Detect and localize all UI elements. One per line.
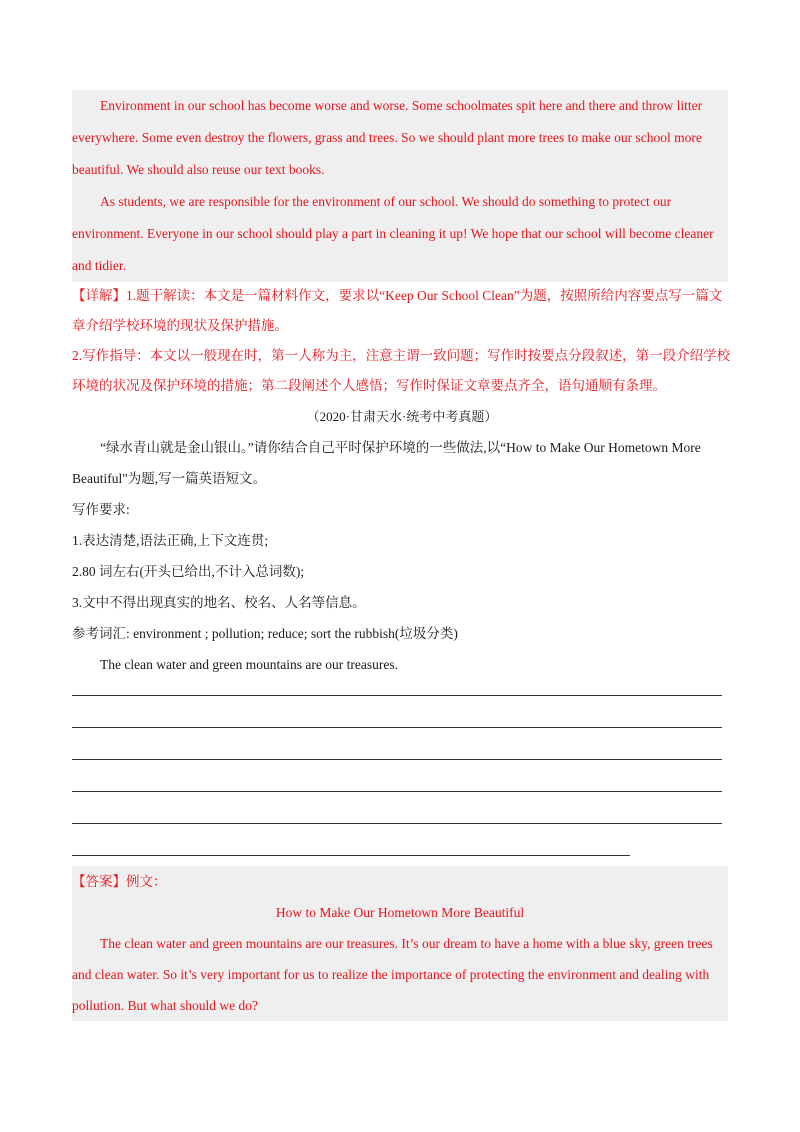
- writing-question: [72, 402, 732, 680]
- writing-line: [72, 727, 722, 728]
- essay-paragraph-1: The clean water and green mountains are our treasures. It’s our dream to have a home with a blue sky, green trees and clean water. So it’s very important for us to realize the importance of protecting the environment and dealing with pollution. But what should we do?: [72, 936, 713, 1013]
- question-source: （2020·甘肃天水·统考中考真题）: [306, 409, 498, 424]
- answer-label: 【答案】例文：: [72, 874, 167, 889]
- writing-line: [72, 791, 722, 792]
- analysis-line-1: 【详解】1.题干解读：本文是一篇材料作文，要求以“Keep Our School Clean”为题，按照所给内容要点写一篇文章介绍学校环境的现状及保护措施。: [72, 288, 723, 333]
- writing-line: [72, 759, 722, 760]
- analysis-section: [72, 281, 732, 401]
- opening-sentence: The clean water and green mountains are our treasures.: [100, 657, 398, 672]
- sample-answer-hometown: [72, 866, 728, 1021]
- requirement-3: 3.文中不得出现真实的地名、校名、人名等信息。: [72, 595, 366, 610]
- requirement-2: 2.80 词左右(开头已给出,不计入总词数);: [72, 564, 305, 579]
- requirements-title: 写作要求:: [72, 502, 130, 517]
- sample-answer-school: [72, 90, 728, 282]
- essay-title: How to Make Our Hometown More Beautiful: [275, 905, 525, 920]
- writing-line: [72, 823, 722, 824]
- writing-line-last: [72, 855, 630, 856]
- reference-vocabulary: 参考词汇: environment ; pollution; reduce; sort the rubbish(垃圾分类): [72, 626, 458, 641]
- writing-lines: [72, 695, 722, 887]
- analysis-line-2: 2.写作指导：本文以一般现在时，第一人称为主，注意主谓一致问题；写作时按要点分段叙述，第一段介绍学校环境的状况及保护环境的措施；第二段阐述个人感悟；写作时保证文章要点齐全，语句通顺有条理。: [72, 348, 731, 393]
- requirement-1: 1.表达清楚,语法正确,上下文连贯;: [72, 533, 269, 548]
- question-prompt: “绿水青山就是金山银山。”请你结合自己平时保护环境的一些做法,以“How to Make Our Hometown More Beautiful"为题,写一篇英语短文。: [72, 440, 701, 486]
- answer-paragraph-2: As students, we are responsible for the environment of our school. We should do something to protect our environment. Everyone in our school should play a part in cleaning it up! We hope that our school will become cleaner and tidier.: [72, 194, 714, 273]
- answer-paragraph-1: Environment in our school has become worse and worse. Some schoolmates spit here and there and throw litter everywhere. Some even destroy the flowers, grass and trees. So we should plant more trees to make our school more beautiful. We should also reuse our text books.: [72, 98, 703, 177]
- writing-line: [72, 695, 722, 696]
